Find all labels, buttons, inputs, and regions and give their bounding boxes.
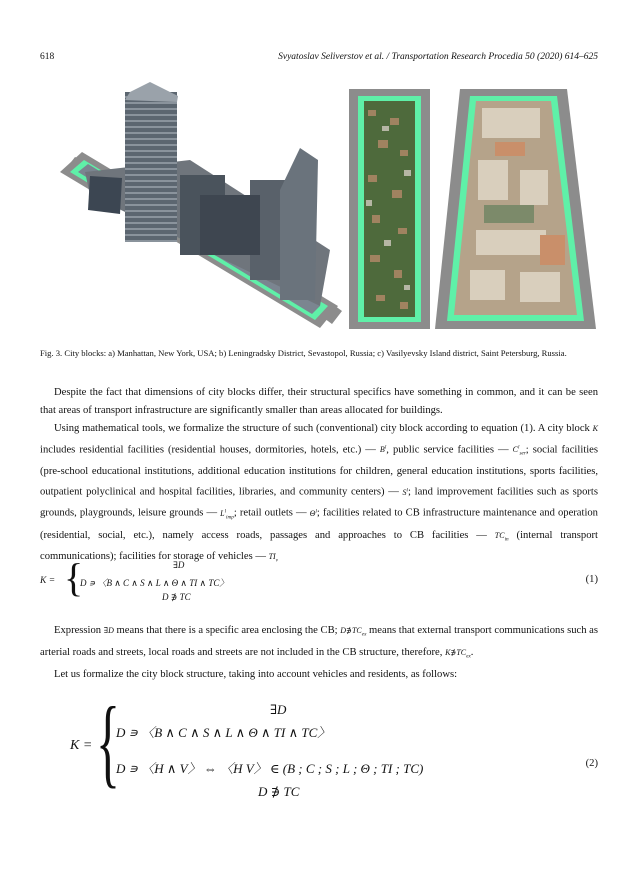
eq2-line4: D ∌ TC bbox=[258, 784, 300, 799]
equation-1: ∃D K = { D ∍ 〈B ∧ C ∧ S ∧ L ∧ Θ ∧ TI ∧ TC〉 D ∌ TC (1) bbox=[40, 555, 598, 602]
eq2-line3: D ∍ 〈H ∧ V〉 ⇔ 〈H V〉 ∈ (B ; C ; S ; L ; Θ ; TI ; TC) bbox=[116, 761, 424, 776]
figure-3 bbox=[0, 0, 638, 340]
paragraph-3: Expression ∃D means that there is a specific area enclosing the CB; $D∌TC_{ex}$ means that external transport communications such as arterial roads and streets, local roads and streets are not included in the CB structure, therefore, $K∌TC_{ex}$. Let us formalize the city block structure, taking into account vehicles and residents, as follows: bbox=[40, 622, 598, 684]
eq1-lhs: K = bbox=[40, 576, 56, 586]
eq1-bottom: D ∌ TC bbox=[162, 592, 191, 602]
paragraph-2: Using mathematical tools, we formalize the structure of such (conventional) city block according to equation (1). A city block K includes residential facilities (residential houses, dormitories, hotels, etc.) — $B^l$, public service facilities — $C^l_{ser}$; social facilities (pre-school educational institutions, additional education institutions for children, general education institutions, sports facilities, outpatient polyclinical and hospital facilities, libraries, and community centers) — $S^l$; land improvement facilities such as sports grounds, playgrounds, leisure grounds — $L^l_{imp}$; retail outlets — $\Theta^l$; facilities related to CB infrastructure maintenance and operation (residential, social, etc.), namely access roads, passages and approaches to CB facilities — $TC_{in}$ (internal transport communications); facilities for storage of vehicles — $TI_v$ bbox=[40, 423, 598, 564]
eq1-mid: D ∍ 〈B ∧ C ∧ S ∧ L ∧ Θ ∧ TI ∧ TC〉 bbox=[80, 578, 229, 588]
paragraph-1-text: Despite the fact that dimensions of city blocks differ, their structural specifics have something in common, and it can be seen that areas of transport infrastructure are significantly smaller than areas allocated for buildings. bbox=[40, 387, 598, 417]
eq2-number: (2) bbox=[585, 758, 598, 769]
paragraph-1 bbox=[40, 384, 598, 570]
equation-2: ∃D K = { D ∍ 〈B ∧ C ∧ S ∧ L ∧ Θ ∧ TI ∧ TC〉 D ∍ 〈H ∧ V〉 ⇔ 〈H V〉 ∈ (B ; C ; S ; L ; Θ ; TI ; TC) D ∌ TC (2) bbox=[70, 686, 598, 799]
eq1-number: (1) bbox=[585, 574, 598, 585]
page-number: 618 bbox=[40, 52, 55, 62]
eq2-line2: D ∍ 〈B ∧ C ∧ S ∧ L ∧ Θ ∧ TI ∧ TC〉 bbox=[116, 725, 331, 740]
eq2-lhs: K = bbox=[70, 738, 93, 753]
eq1-top: ∃D bbox=[173, 560, 185, 570]
paragraph-4: Let us formalize the city block structure, taking into account vehicles and residents, as follows: bbox=[54, 668, 458, 680]
figure-3a-manhattan bbox=[60, 82, 342, 328]
eq2-line1: ∃D bbox=[270, 702, 287, 717]
figure-3c-vasilyevsky bbox=[435, 89, 596, 329]
figure-3b-sevastopol bbox=[349, 89, 430, 329]
running-title: Svyatoslav Seliverstov et al. / Transportation Research Procedia 50 (2020) 614–625 bbox=[278, 52, 598, 62]
figure-caption: Fig. 3. City blocks: a) Manhattan, New York, USA; b) Leningradsky District, Sevastopol, Russia; c) Vasilyevsky Island district, Saint Petersburg, Russia. bbox=[40, 348, 567, 358]
